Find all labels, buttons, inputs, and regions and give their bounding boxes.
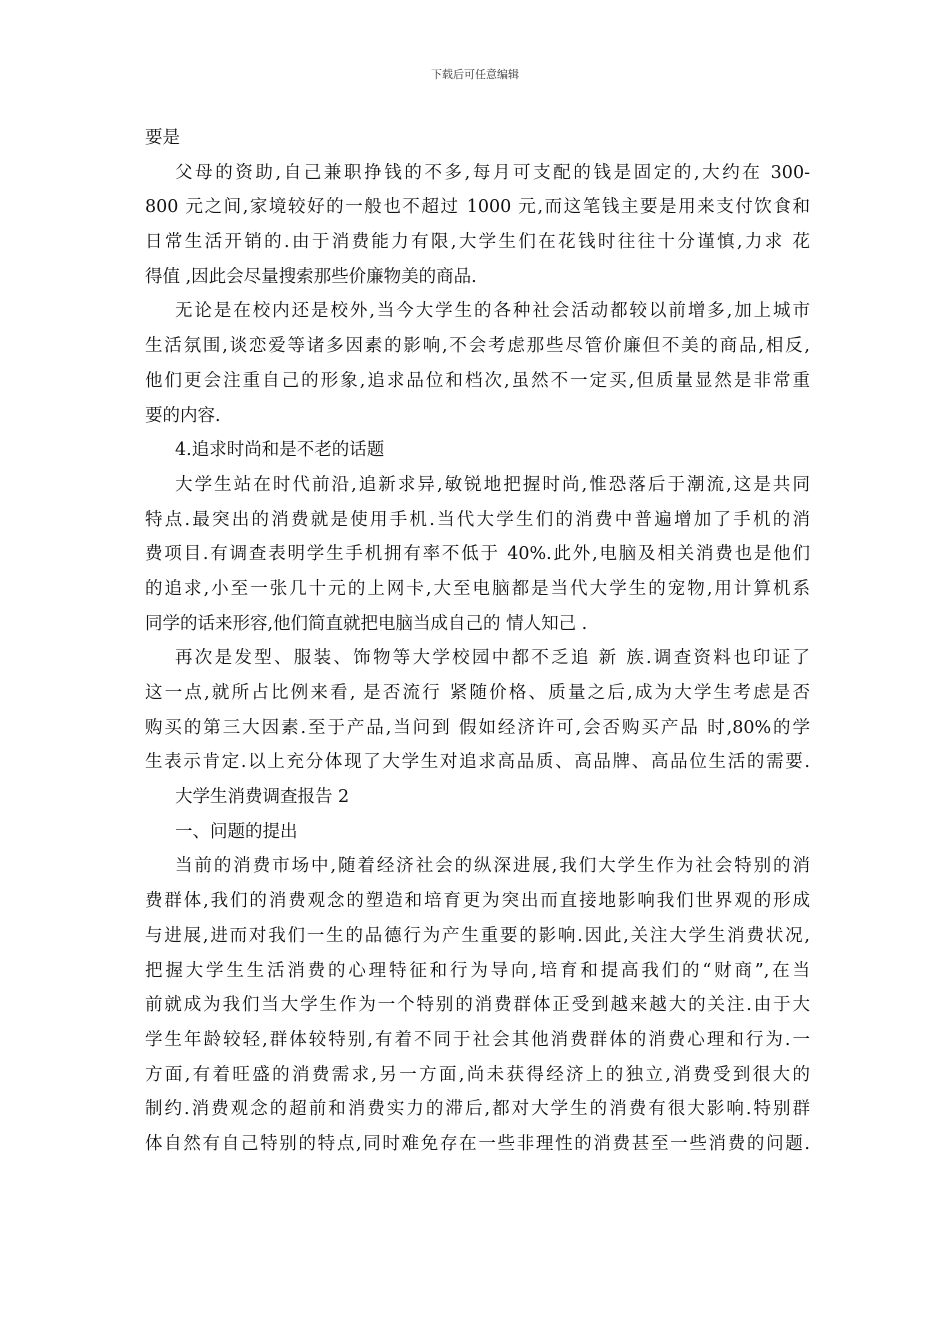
text-line: 费项目.有调查表明学生手机拥有率不低于 40%.此外,电脑及相关消费也是他们 xyxy=(145,544,810,565)
text-line: 他们更会注重自己的形象,追求品位和档次,虽然不一定买,但质量显然是非常重 xyxy=(145,370,810,391)
text-line: 特点.最突出的消费就是使用手机.当代大学生们的消费中普遍增加了手机的消 xyxy=(145,509,810,530)
text-line: 制约.消费观念的超前和消费实力的滞后,都对大学生的消费有很大影响.特别群 xyxy=(145,1099,810,1120)
text-line: 当前的消费市场中,随着经济社会的纵深进展,我们大学生作为社会特别的消 xyxy=(175,856,810,877)
text-line: 与进展,进而对我们一生的品德行为产生重要的影响.因此,关注大学生消费状况, xyxy=(145,925,810,946)
page-header: 下载后可任意编辑 xyxy=(431,68,519,81)
text-line: 方面,有着旺盛的消费需求,另一方面,尚未获得经济上的独立,消费受到很大的 xyxy=(145,1064,810,1085)
text-line: 生表示肯定.以上充分体现了大学生对追求高品质、高品牌、高品位生活的需要. xyxy=(145,752,810,773)
text-line: 父母的资助,自己兼职挣钱的不多,每月可支配的钱是固定的,大约在 300- xyxy=(175,162,810,183)
text-line: 同学的话来形容,他们简直就把电脑当成自己的 情人知己 . xyxy=(145,613,588,634)
text-line: 前就成为我们当大学生作为一个特别的消费群体正受到越来越大的关注.由于大 xyxy=(145,995,810,1016)
text-line: 学生年龄较轻,群体较特别,有着不同于社会其他消费群体的消费心理和行为.一 xyxy=(145,1029,810,1050)
text-line: 800 元之间,家境较好的一般也不超过 1000 元,而这笔钱主要是用来支付饮食和 xyxy=(145,197,810,218)
text-line: 生活氛围,谈恋爱等诸多因素的影响,不会考虑那些尽管价廉但不美的商品,相反, xyxy=(145,336,810,357)
text-line: 无论是在校内还是校外,当今大学生的各种社会活动都较以前增多,加上城市 xyxy=(175,301,810,322)
text-line: 体自然有自己特别的特点,同时难免存在一些非理性的消费甚至一些消费的问题. xyxy=(145,1133,810,1154)
text-line: 把握大学生生活消费的心理特征和行为导向,培育和提高我们的“财商”,在当 xyxy=(145,960,810,981)
text-line: 得值 ,因此会尽量搜索那些价廉物美的商品. xyxy=(145,266,477,287)
text-line: 大学生站在时代前沿,追新求异,敏锐地把握时尚,惟恐落后于潮流,这是共同 xyxy=(175,474,810,495)
text-line: 日常生活开销的.由于消费能力有限,大学生们在花钱时往往十分谨慎,力求 花 xyxy=(145,232,810,253)
text-line: 要是 xyxy=(145,128,180,148)
text-line: 购买的第三大因素.至于产品,当问到 假如经济许可,会否购买产品 时,80%的学 xyxy=(145,717,810,738)
text-line: 的追求,小至一张几十元的上网卡,大至电脑都是当代大学生的宠物,用计算机系 xyxy=(145,578,810,599)
text-line: 要的内容. xyxy=(145,405,221,426)
text-line: 一、问题的提出 xyxy=(175,821,298,842)
text-line: 再次是发型、服装、饰物等大学校园中都不乏追 新 族.调查资料也印证了 xyxy=(175,648,810,669)
text-line: 这一点,就所占比例来看, 是否流行 紧随价格、质量之后,成为大学生考虑是否 xyxy=(145,683,810,703)
text-line: 4.追求时尚和是不老的话题 xyxy=(175,440,385,461)
text-line: 费群体,我们的消费观念的塑造和培育更为突出而直接地影响我们世界观的形成 xyxy=(145,891,810,912)
document-body xyxy=(145,121,810,1162)
text-line: 大学生消费调查报告 2 xyxy=(175,787,350,808)
